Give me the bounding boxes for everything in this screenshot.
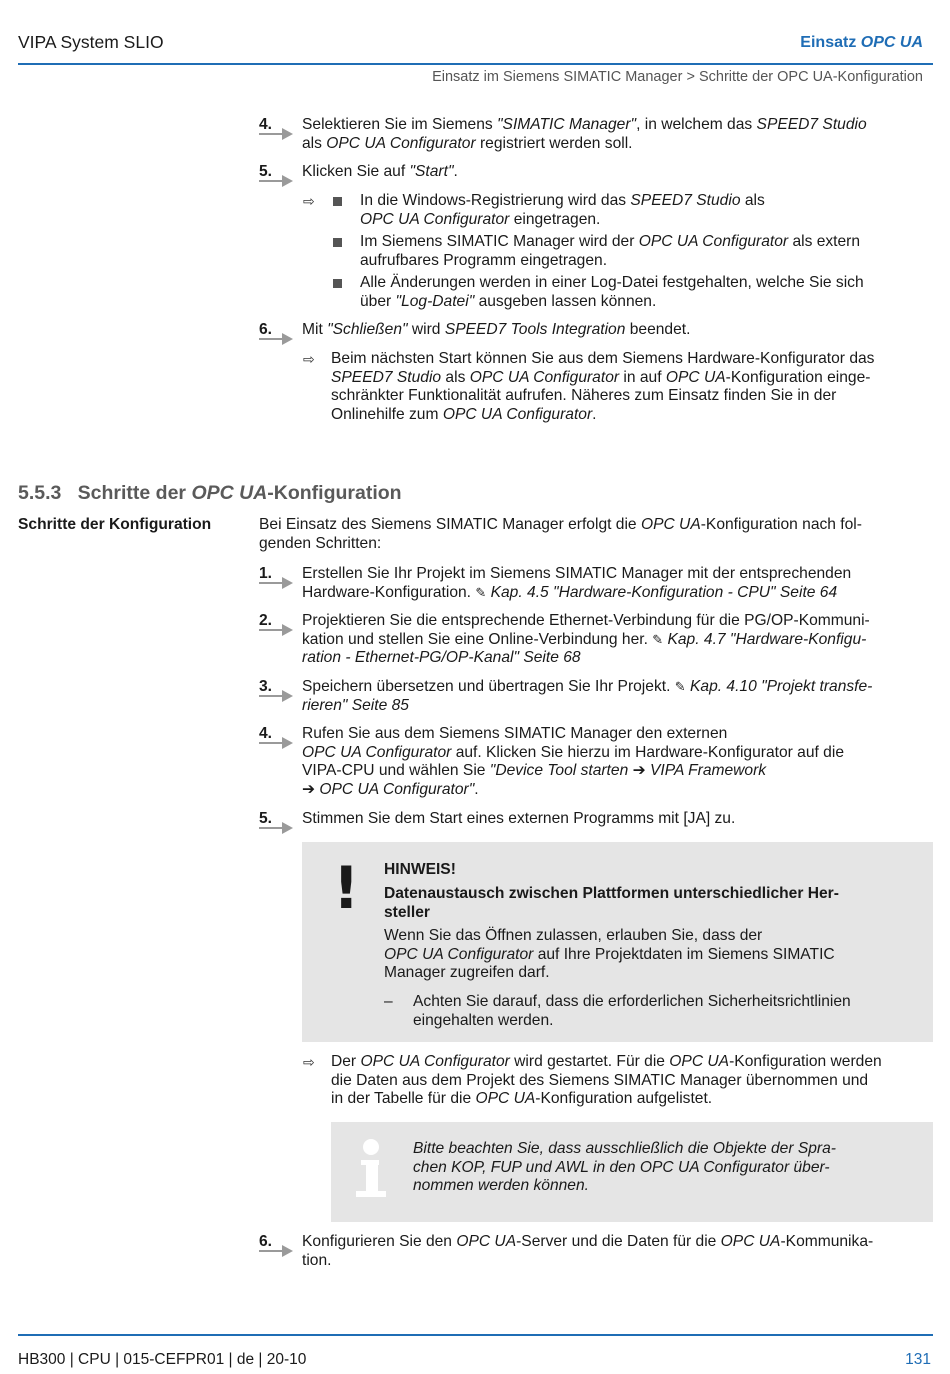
cross-reference-link[interactable]: rieren" Seite 85: [302, 696, 409, 714]
step-number: 5.: [259, 810, 293, 829]
reference-link-icon: ✎: [475, 584, 487, 600]
bullet-square-icon: [333, 197, 342, 206]
page-number: 131: [905, 1351, 931, 1368]
footer-doc-id: HB300 | CPU | 015-CEFPR01 | de | 20-10: [18, 1351, 307, 1368]
step-text: Projektieren Sie die entsprechende Ethernet-Verbindung für die PG/OP-Kommuni- kation und stellen Sie eine Online-Verbindung her. ✎ Kap. 4.7 "Hardware-Konfigu- ration - Ethernet-PG/OP-Kanal" Seite 68: [302, 612, 870, 667]
step-arrow-icon: [259, 695, 283, 697]
step-arrow-icon: [259, 629, 283, 631]
cross-reference-link[interactable]: Kap. 4.5 "Hardware-Konfiguration - CPU" Seite 64: [490, 583, 838, 601]
step-text: Rufen Sie aus dem Siemens SIMATIC Manager den externen OPC UA Configurator auf. Klicken Sie hierzu im Hardware-Konfigurator auf die VIPA-CPU und wählen Sie "Device Tool starten ➔ VIPA Framework ➔ OPC UA Configurator".: [302, 725, 844, 798]
cross-reference-link[interactable]: ration - Ethernet-PG/OP-Kanal" Seite 68: [302, 649, 581, 667]
step-arrow-icon: [259, 133, 283, 135]
step-arrow-icon: [259, 1250, 283, 1252]
header-title: VIPA System SLIO: [18, 32, 164, 52]
bullet-square-icon: [333, 238, 342, 247]
step-number: 6.: [259, 321, 293, 340]
info-text: Bitte beachten Sie, dass ausschließlich die Objekte der Spra- chen KOP, FUP und AWL in den OPC UA Configurator über- nommen werden können.: [413, 1140, 836, 1195]
result-arrow-icon: ⇨: [303, 1054, 315, 1070]
header-chapter: Einsatz OPC UA: [800, 34, 923, 51]
breadcrumb: Einsatz im Siemens SIMATIC Manager > Schritte der OPC UA-Konfiguration: [432, 69, 923, 85]
step-number: 5.: [259, 163, 293, 182]
bullet-text: Im Siemens SIMATIC Manager wird der OPC UA Configurator als extern aufrufbares Programm eingetragen.: [360, 233, 861, 269]
note-text: Wenn Sie das Öffnen zulassen, erlauben Sie, dass der OPC UA Configurator auf Ihre Projektdaten im Siemens SIMATIC Manager zugreifen darf.: [384, 927, 835, 982]
step-text: Selektieren Sie im Siemens "SIMATIC Manager", in welchem das SPEED7 Studio als OPC UA Configurator registriert werden soll.: [302, 116, 867, 152]
bullet-square-icon: [333, 279, 342, 288]
note-title: Datenaustausch zwischen Plattformen unterschiedlicher Her- steller: [384, 885, 839, 921]
section-title: 5.5.3 Schritte der OPC UA-Konfiguration: [18, 482, 402, 504]
step-number: 4.: [259, 116, 293, 135]
step-arrow-icon: [259, 180, 283, 182]
reference-link-icon: ✎: [674, 679, 686, 694]
step-number: 3.: [259, 678, 293, 697]
step-number: 2.: [259, 612, 293, 631]
step-arrow-icon: [259, 338, 283, 340]
bullet-text: In die Windows-Registrierung wird das SPEED7 Studio als OPC UA Configurator eingetragen.: [360, 192, 765, 228]
info-icon: [354, 1138, 388, 1200]
step-number: 1.: [259, 565, 293, 584]
step-number: 4.: [259, 725, 293, 744]
step-arrow-icon: [259, 582, 283, 584]
step-number: 6.: [259, 1233, 293, 1252]
note-dash: –: [384, 993, 393, 1010]
step-text: Erstellen Sie Ihr Projekt im Siemens SIMATIC Manager mit der entsprechenden Hardware-Konfiguration. ✎ Kap. 4.5 "Hardware-Konfiguration - CPU" Seite 64: [302, 565, 852, 601]
cross-reference-link[interactable]: Kap. 4.7 "Hardware-Konfigu-: [667, 630, 867, 648]
cross-reference-link[interactable]: Kap. 4.10 "Projekt transfe-: [690, 678, 873, 695]
step-arrow-icon: [259, 827, 283, 829]
step-text: Stimmen Sie dem Start eines externen Programms mit [JA] zu.: [302, 810, 736, 827]
result-text: Beim nächsten Start können Sie aus dem Siemens Hardware-Konfigurator das SPEED7 Studio als OPC UA Configurator in auf OPC UA-Konfiguration einge- schränkter Funktionalität aufrufen. Näheres zum Einsatz finden Sie in der Onlinehilfe zum OPC UA Configurator.: [331, 350, 875, 423]
result-arrow-icon: ⇨: [303, 193, 315, 209]
side-label: Schritte der Konfiguration: [18, 516, 212, 533]
step-text: Konfigurieren Sie den OPC UA-Server und die Daten für die OPC UA-Kommunika- tion.: [302, 1233, 874, 1269]
result-text: Der OPC UA Configurator wird gestartet. Für die OPC UA-Konfiguration werden die Daten aus dem Projekt des Siemens SIMATIC Manager übernommen und in der Tabelle für die OPC UA-Konfiguration aufgelistet.: [331, 1053, 882, 1108]
step-text: Klicken Sie auf "Start".: [302, 163, 458, 180]
bullet-text: Alle Änderungen werden in einer Log-Datei festgehalten, welche Sie sich über "Log-Datei" ausgeben lassen können.: [360, 274, 864, 310]
step-text: Speichern übersetzen und übertragen Sie Ihr Projekt. ✎ Kap. 4.10 "Projekt transfe- rieren" Seite 85: [302, 678, 873, 714]
note-dash-text: Achten Sie darauf, dass die erforderlichen Sicherheitsrichtlinien eingehalten werden.: [413, 993, 851, 1029]
note-heading: HINWEIS!: [384, 861, 456, 878]
step-text: Mit "Schließen" wird SPEED7 Tools Integration beendet.: [302, 321, 691, 338]
reference-link-icon: ✎: [652, 631, 664, 647]
footer-rule: [18, 1334, 933, 1336]
step-arrow-icon: [259, 742, 283, 744]
header-rule: [18, 63, 933, 65]
section-intro: Bei Einsatz des Siemens SIMATIC Manager erfolgt die OPC UA-Konfiguration nach fol- genden Schritten:: [259, 516, 862, 552]
result-arrow-icon: ⇨: [303, 351, 315, 367]
exclamation-icon: !: [333, 854, 360, 922]
